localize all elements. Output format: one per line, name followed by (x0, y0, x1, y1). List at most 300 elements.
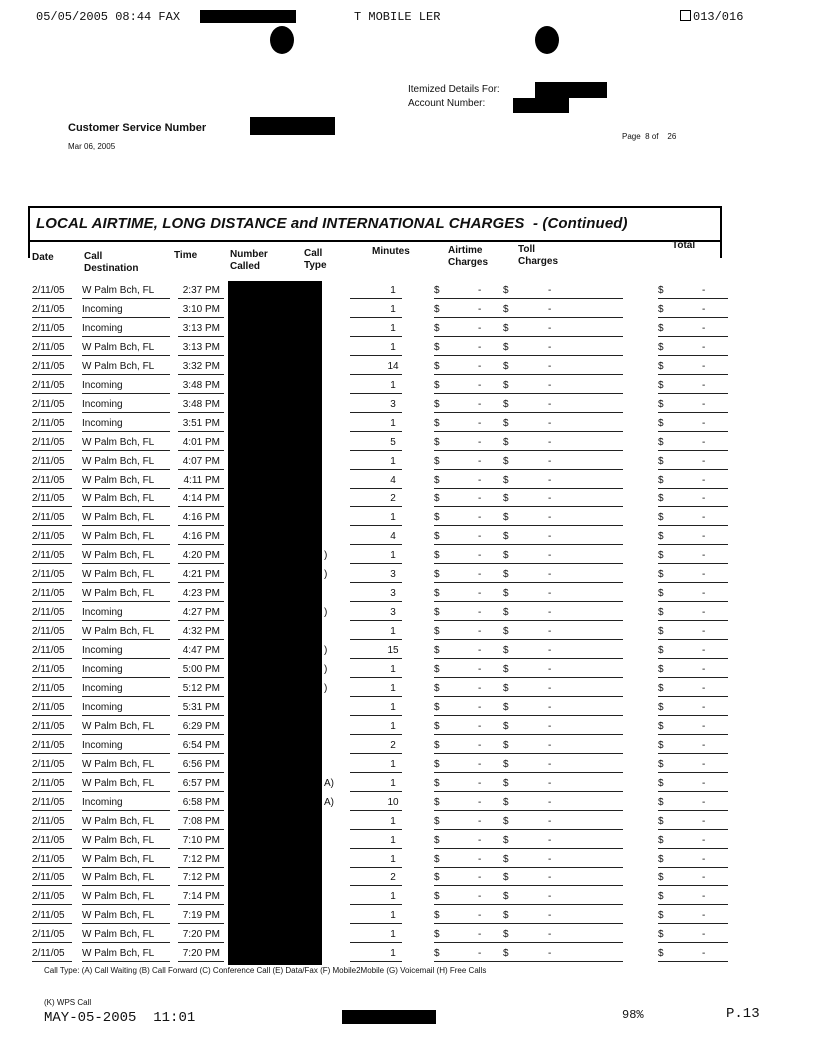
row-rule (178, 772, 224, 773)
total-dollar: $ (658, 739, 664, 751)
table-row (30, 472, 730, 491)
row-rule (82, 393, 170, 394)
total-dollar: $ (658, 815, 664, 827)
total-dash: - (702, 626, 706, 638)
row-rule (32, 942, 72, 943)
row-rule (434, 961, 506, 962)
airtime-dash: - (478, 701, 482, 713)
row-time: 7:19 PM (182, 910, 220, 922)
row-time: 3:48 PM (182, 379, 220, 391)
total-dash: - (702, 531, 706, 543)
table-row (30, 377, 730, 396)
airtime-dash: - (478, 379, 482, 391)
row-time: 6:57 PM (182, 777, 220, 789)
table-row (30, 794, 730, 813)
row-rule (434, 488, 506, 489)
airtime-dash: - (478, 360, 482, 372)
row-rule (503, 829, 623, 830)
row-rule (658, 431, 728, 432)
table-title: LOCAL AIRTIME, LONG DISTANCE and INTERNATIONAL CHARGES - (Continued) (36, 215, 628, 232)
row-rule (178, 961, 224, 962)
col-time: Time (174, 250, 198, 261)
total-dollar: $ (658, 682, 664, 694)
row-rule (32, 658, 72, 659)
total-dash: - (702, 834, 706, 846)
total-dollar: $ (658, 417, 664, 429)
row-rule (434, 374, 506, 375)
row-call-type: ) (324, 569, 328, 581)
row-rule (178, 582, 224, 583)
row-rule (503, 867, 623, 868)
row-rule (434, 639, 506, 640)
total-dash: - (702, 455, 706, 467)
row-date: 2/11/05 (32, 417, 65, 429)
row-rule (503, 753, 623, 754)
table-row (30, 813, 730, 832)
row-destination: W Palm Bch, FL (82, 512, 155, 524)
row-rule (434, 431, 506, 432)
total-dollar: $ (658, 436, 664, 448)
row-rule (82, 469, 170, 470)
airtime-dollar: $ (434, 417, 440, 429)
toll-dollar: $ (503, 512, 509, 524)
airtime-dollar: $ (434, 758, 440, 770)
row-rule (350, 450, 402, 451)
row-rule (658, 677, 728, 678)
row-rule (178, 848, 224, 849)
row-rule (350, 525, 402, 526)
row-destination: W Palm Bch, FL (82, 493, 155, 505)
row-call-type: A) (324, 796, 334, 808)
fax-footer-datetime: MAY-05-2005 11:01 (44, 1010, 196, 1026)
row-date: 2/11/05 (32, 455, 65, 467)
redaction-bar (200, 10, 296, 23)
airtime-dash: - (478, 569, 482, 581)
row-destination: W Palm Bch, FL (82, 550, 155, 562)
title-divider (28, 240, 720, 242)
row-rule (350, 431, 402, 432)
row-date: 2/11/05 (32, 948, 65, 960)
toll-dash: - (548, 322, 552, 334)
table-row (30, 396, 730, 415)
total-dash: - (702, 436, 706, 448)
row-rule (82, 715, 170, 716)
airtime-dash: - (478, 512, 482, 524)
col-call-destination: Call Destination (84, 251, 139, 274)
total-dash: - (702, 948, 706, 960)
airtime-dollar: $ (434, 664, 440, 675)
row-rule (178, 639, 224, 640)
row-rule (658, 923, 728, 924)
airtime-dash: - (478, 834, 482, 846)
col-date: Date (32, 252, 54, 263)
row-rule (82, 923, 170, 924)
fax-sender: T MOBILE LER (354, 10, 441, 24)
airtime-dollar: $ (434, 531, 440, 543)
row-minutes: 3 (390, 607, 396, 619)
total-dash: - (702, 398, 706, 410)
total-dollar: $ (658, 929, 664, 941)
airtime-dash: - (478, 664, 482, 675)
row-rule (178, 734, 224, 735)
row-time: 6:54 PM (182, 739, 220, 751)
airtime-dollar: $ (434, 303, 440, 315)
toll-dash: - (548, 948, 552, 960)
row-rule (350, 506, 402, 507)
row-rule (434, 450, 506, 451)
row-rule (658, 961, 728, 962)
row-rule (658, 412, 728, 413)
total-dollar: $ (658, 607, 664, 619)
table-row (30, 737, 730, 756)
row-minutes: 1 (390, 455, 396, 467)
row-rule (32, 374, 72, 375)
row-minutes: 2 (390, 872, 396, 884)
row-rule (178, 715, 224, 716)
row-rule (658, 810, 728, 811)
row-rule (434, 658, 506, 659)
row-rule (178, 885, 224, 886)
row-destination: W Palm Bch, FL (82, 569, 155, 581)
row-rule (350, 601, 402, 602)
airtime-dollar: $ (434, 436, 440, 448)
row-rule (178, 450, 224, 451)
row-call-type: ) (324, 664, 328, 675)
row-date: 2/11/05 (32, 607, 65, 619)
row-time: 5:00 PM (182, 664, 220, 675)
row-rule (32, 488, 72, 489)
airtime-dollar: $ (434, 834, 440, 846)
row-rule (178, 658, 224, 659)
row-rule (32, 582, 72, 583)
toll-dash: - (548, 796, 552, 808)
toll-dollar: $ (503, 664, 509, 675)
toll-dash: - (548, 853, 552, 865)
row-rule (32, 696, 72, 697)
row-destination: W Palm Bch, FL (82, 341, 155, 353)
row-rule (178, 791, 224, 792)
row-destination: W Palm Bch, FL (82, 285, 155, 296)
total-dollar: $ (658, 322, 664, 334)
row-destination: Incoming (82, 645, 123, 657)
toll-dash: - (548, 929, 552, 941)
row-rule (658, 488, 728, 489)
toll-dollar: $ (503, 891, 509, 903)
row-rule (503, 848, 623, 849)
row-rule (658, 639, 728, 640)
row-date: 2/11/05 (32, 588, 65, 600)
table-row (30, 926, 730, 945)
airtime-dollar: $ (434, 891, 440, 903)
total-dash: - (702, 664, 706, 675)
airtime-dollar: $ (434, 645, 440, 657)
airtime-dash: - (478, 682, 482, 694)
total-dollar: $ (658, 360, 664, 372)
total-dash: - (702, 341, 706, 353)
row-date: 2/11/05 (32, 929, 65, 941)
row-rule (350, 942, 402, 943)
row-destination: W Palm Bch, FL (82, 948, 155, 960)
row-minutes: 10 (387, 796, 399, 808)
row-minutes: 1 (390, 891, 396, 903)
table-row (30, 869, 730, 888)
row-destination: W Palm Bch, FL (82, 872, 155, 884)
row-date: 2/11/05 (32, 322, 65, 334)
row-rule (434, 355, 506, 356)
toll-dollar: $ (503, 758, 509, 770)
row-destination: W Palm Bch, FL (82, 929, 155, 941)
row-rule (178, 317, 224, 318)
row-rule (658, 450, 728, 451)
airtime-dash: - (478, 455, 482, 467)
row-destination: W Palm Bch, FL (82, 720, 155, 732)
total-dollar: $ (658, 777, 664, 789)
table-row (30, 415, 730, 434)
table-row (30, 547, 730, 566)
row-destination: Incoming (82, 322, 123, 334)
toll-dash: - (548, 569, 552, 581)
total-dollar: $ (658, 720, 664, 732)
airtime-dollar: $ (434, 796, 440, 808)
row-rule (503, 791, 623, 792)
row-rule (434, 677, 506, 678)
toll-dash: - (548, 872, 552, 884)
row-time: 4:32 PM (182, 626, 220, 638)
airtime-dash: - (478, 531, 482, 543)
row-rule (178, 677, 224, 678)
airtime-dash: - (478, 815, 482, 827)
row-rule (658, 317, 728, 318)
row-time: 3:10 PM (182, 303, 220, 315)
row-rule (32, 620, 72, 621)
row-rule (658, 885, 728, 886)
row-time: 3:32 PM (182, 360, 220, 372)
toll-dash: - (548, 455, 552, 467)
toll-dash: - (548, 682, 552, 694)
total-dollar: $ (658, 891, 664, 903)
row-rule (178, 904, 224, 905)
row-rule (503, 601, 623, 602)
row-rule (32, 923, 72, 924)
row-rule (503, 450, 623, 451)
row-rule (350, 658, 402, 659)
row-date: 2/11/05 (32, 569, 65, 581)
row-rule (350, 791, 402, 792)
row-rule (434, 829, 506, 830)
row-rule (178, 525, 224, 526)
row-rule (658, 942, 728, 943)
row-minutes: 2 (390, 493, 396, 505)
row-rule (350, 639, 402, 640)
row-rule (82, 525, 170, 526)
airtime-dollar: $ (434, 569, 440, 581)
toll-dollar: $ (503, 815, 509, 827)
row-date: 2/11/05 (32, 550, 65, 562)
row-rule (32, 639, 72, 640)
row-date: 2/11/05 (32, 626, 65, 638)
row-time: 6:29 PM (182, 720, 220, 732)
row-call-type: ) (324, 645, 328, 657)
total-dollar: $ (658, 341, 664, 353)
row-time: 7:10 PM (182, 834, 220, 846)
table-row (30, 851, 730, 870)
total-dash: - (702, 853, 706, 865)
total-dollar: $ (658, 872, 664, 884)
toll-dash: - (548, 493, 552, 505)
total-dash: - (702, 493, 706, 505)
row-rule (658, 601, 728, 602)
row-rule (503, 658, 623, 659)
airtime-dollar: $ (434, 739, 440, 751)
table-row (30, 490, 730, 509)
row-rule (32, 431, 72, 432)
table-row (30, 604, 730, 623)
row-date: 2/11/05 (32, 853, 65, 865)
row-rule (503, 469, 623, 470)
row-rule (178, 298, 224, 299)
toll-dollar: $ (503, 360, 509, 372)
row-rule (658, 696, 728, 697)
airtime-dollar: $ (434, 777, 440, 789)
row-time: 4:11 PM (183, 474, 220, 486)
row-date: 2/11/05 (32, 796, 65, 808)
row-minutes: 1 (390, 285, 396, 296)
row-rule (82, 317, 170, 318)
row-rule (82, 355, 170, 356)
row-rule (350, 469, 402, 470)
row-minutes: 1 (390, 834, 396, 846)
airtime-dash: - (478, 929, 482, 941)
row-minutes: 4 (390, 474, 396, 486)
total-dollar: $ (658, 626, 664, 638)
airtime-dash: - (478, 398, 482, 410)
row-rule (178, 336, 224, 337)
row-rule (178, 544, 224, 545)
row-rule (350, 563, 402, 564)
row-rule (658, 715, 728, 716)
row-time: 7:08 PM (182, 815, 220, 827)
toll-dash: - (548, 588, 552, 600)
airtime-dollar: $ (434, 910, 440, 922)
total-dollar: $ (658, 664, 664, 675)
total-dash: - (702, 739, 706, 751)
row-rule (82, 942, 170, 943)
toll-dollar: $ (503, 739, 509, 751)
row-rule (434, 696, 506, 697)
row-rule (503, 961, 623, 962)
row-rule (82, 885, 170, 886)
row-rule (32, 791, 72, 792)
row-destination: W Palm Bch, FL (82, 436, 155, 448)
total-dollar: $ (658, 569, 664, 581)
row-rule (658, 829, 728, 830)
row-call-type: ) (324, 682, 328, 694)
row-minutes: 1 (390, 512, 396, 524)
row-rule (32, 563, 72, 564)
toll-dollar: $ (503, 796, 509, 808)
row-rule (503, 488, 623, 489)
airtime-dollar: $ (434, 341, 440, 353)
row-rule (658, 506, 728, 507)
row-rule (32, 298, 72, 299)
row-date: 2/11/05 (32, 872, 65, 884)
row-destination: W Palm Bch, FL (82, 455, 155, 467)
row-rule (32, 469, 72, 470)
toll-dollar: $ (503, 720, 509, 732)
airtime-dash: - (478, 626, 482, 638)
row-destination: W Palm Bch, FL (82, 891, 155, 903)
row-rule (32, 336, 72, 337)
row-rule (82, 904, 170, 905)
airtime-dash: - (478, 891, 482, 903)
row-minutes: 1 (390, 322, 396, 334)
row-call-type: ) (324, 607, 328, 619)
row-rule (658, 563, 728, 564)
toll-dash: - (548, 285, 552, 296)
airtime-dollar: $ (434, 550, 440, 562)
row-minutes: 1 (390, 929, 396, 941)
airtime-dash: - (478, 777, 482, 789)
row-rule (503, 563, 623, 564)
table-row (30, 623, 730, 642)
row-rule (434, 469, 506, 470)
total-dollar: $ (658, 701, 664, 713)
row-rule (82, 601, 170, 602)
row-rule (503, 544, 623, 545)
toll-dollar: $ (503, 701, 509, 713)
toll-dollar: $ (503, 588, 509, 600)
fax-footer-percent: 98% (622, 1008, 644, 1022)
row-rule (32, 829, 72, 830)
total-dash: - (702, 550, 706, 562)
toll-dash: - (548, 360, 552, 372)
row-rule (32, 317, 72, 318)
total-dollar: $ (658, 758, 664, 770)
total-dash: - (702, 815, 706, 827)
row-rule (32, 885, 72, 886)
total-dollar: $ (658, 303, 664, 315)
row-rule (32, 734, 72, 735)
total-dash: - (702, 512, 706, 524)
row-rule (178, 867, 224, 868)
airtime-dollar: $ (434, 815, 440, 827)
toll-dash: - (548, 417, 552, 429)
total-dollar: $ (658, 853, 664, 865)
row-rule (658, 620, 728, 621)
row-time: 2:37 PM (182, 285, 220, 296)
fax-icon (680, 10, 691, 21)
airtime-dollar: $ (434, 607, 440, 619)
total-dash: - (702, 758, 706, 770)
row-date: 2/11/05 (32, 815, 65, 827)
page-indicator: Page 8 of 26 (622, 132, 677, 141)
row-rule (178, 374, 224, 375)
row-rule (32, 393, 72, 394)
toll-dollar: $ (503, 550, 509, 562)
toll-dollar: $ (503, 777, 509, 789)
row-date: 2/11/05 (32, 493, 65, 505)
customer-service-label: Customer Service Number (68, 122, 207, 134)
row-rule (82, 867, 170, 868)
row-rule (434, 563, 506, 564)
redaction-bar (342, 1010, 436, 1024)
row-minutes: 1 (390, 720, 396, 732)
row-destination: Incoming (82, 796, 123, 808)
punch-hole-right (535, 26, 559, 54)
airtime-dollar: $ (434, 285, 440, 296)
row-rule (434, 525, 506, 526)
call-type-legend: Call Type: (A) Call Waiting (B) Call Forward (C) Conference Call (E) Data/Fax (F) Mobile2Mobile (G) Voicemail (H) Free Calls (44, 966, 487, 975)
